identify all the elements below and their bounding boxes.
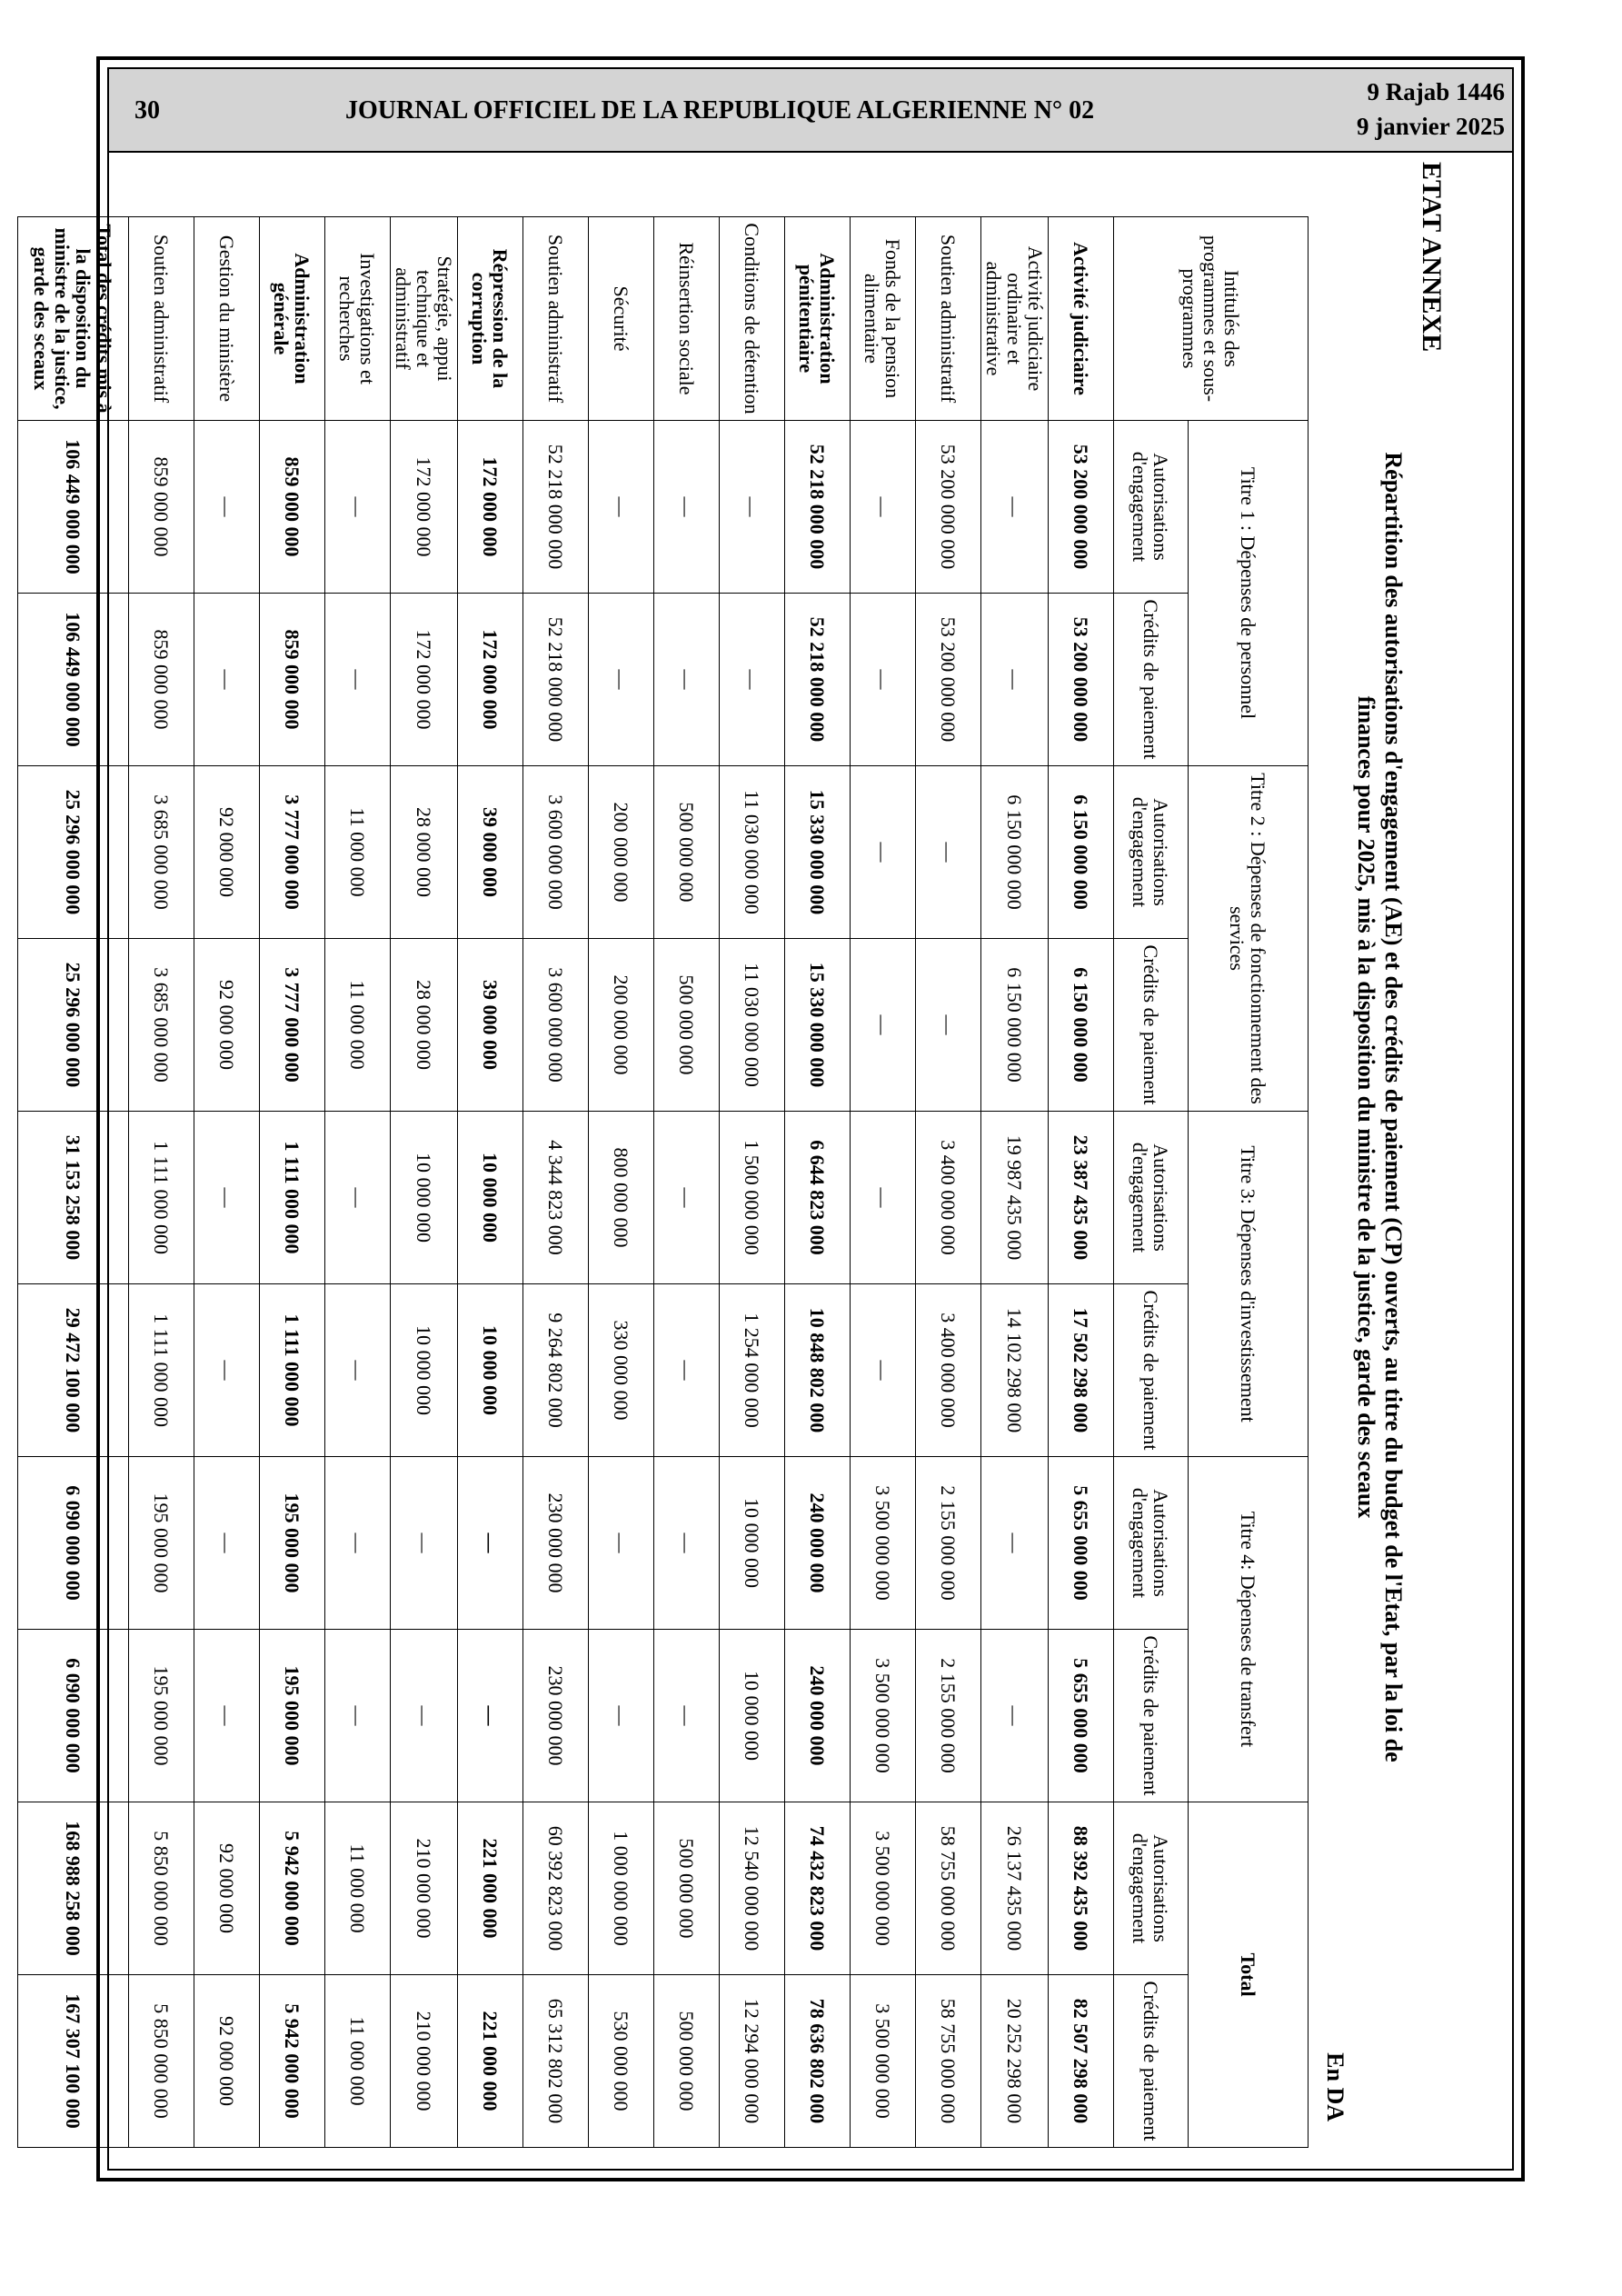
amount-cell: — (654, 1630, 720, 1802)
subheader-ae: Autorisations d'engagement (1114, 766, 1189, 939)
amount-cell: 11 000 000 (325, 939, 391, 1112)
amount-cell: 3 777 000 000 (260, 939, 325, 1112)
amount-cell: 240 000 000 (785, 1630, 851, 1802)
amount-cell: 10 000 000 (458, 1112, 523, 1284)
amount-cell: 52 218 000 000 (785, 594, 851, 766)
amount-cell: 60 392 823 000 (523, 1802, 589, 1975)
amount-cell: 28 000 000 (391, 939, 458, 1112)
amount-cell: 6 150 000 000 (981, 766, 1049, 939)
amount-cell: 530 000 000 (589, 1975, 654, 2148)
amount-cell: 172 000 000 (458, 594, 523, 766)
amount-cell: 5 942 000 000 (260, 1802, 325, 1975)
amount-cell: — (589, 594, 654, 766)
amount-cell: 25 296 000 000 (18, 939, 129, 1112)
amount-cell: 859 000 000 (260, 594, 325, 766)
amount-cell: 5 942 000 000 (260, 1975, 325, 2148)
amount-cell: 74 432 823 000 (785, 1802, 851, 1975)
row-label: Conditions de détention (720, 217, 785, 421)
amount-cell: 210 000 000 (391, 1802, 458, 1975)
subheader-cp: Crédits de paiement (1114, 594, 1189, 766)
amount-cell: 1 000 000 000 (589, 1802, 654, 1975)
table-row (1049, 217, 1114, 2148)
row-label: Activité judiciaire (1049, 217, 1114, 421)
table-row (785, 217, 851, 2148)
amount-cell: 172 000 000 (458, 421, 523, 594)
amount-cell: 200 000 000 (589, 939, 654, 1112)
amount-cell: 29 472 100 000 (18, 1284, 129, 1457)
row-label: Administration générale (260, 217, 325, 421)
amount-cell: — (916, 939, 981, 1112)
amount-cell: 3 500 000 000 (851, 1630, 916, 1802)
group-header-titre-1: Titre 1 : Dépenses de personnel (1189, 421, 1309, 766)
subheader-cp: Crédits de paiement (1114, 1284, 1189, 1457)
row-header-cell: Intitulés des programmes et sous-programmes (1114, 217, 1309, 421)
amount-cell: 3 500 000 000 (851, 1802, 916, 1975)
amount-cell: 10 000 000 (391, 1284, 458, 1457)
amount-cell: 859 000 000 (129, 421, 194, 594)
rotated-content (30, 162, 1474, 2176)
amount-cell: 172 000 000 (391, 594, 458, 766)
amount-cell: 39 000 000 (458, 939, 523, 1112)
page-frame-inner (30, 67, 1514, 2171)
amount-cell: — (194, 594, 260, 766)
amount-cell: 11 000 000 (325, 766, 391, 939)
amount-cell: 5 850 000 000 (129, 1975, 194, 2148)
amount-cell: 53 200 000 000 (1049, 421, 1114, 594)
table-header-subcolumns (1114, 217, 1189, 2148)
amount-cell: — (654, 594, 720, 766)
amount-cell: — (325, 1630, 391, 1802)
amount-cell: 195 000 000 (260, 1630, 325, 1802)
amount-cell: — (589, 1457, 654, 1630)
amount-cell: 11 030 000 000 (720, 766, 785, 939)
amount-cell: — (194, 421, 260, 594)
amount-cell: 221 000 000 (458, 1802, 523, 1975)
amount-cell: 11 000 000 (325, 1802, 391, 1975)
table-row (589, 217, 654, 2148)
table-row (654, 217, 720, 2148)
amount-cell: — (654, 1284, 720, 1457)
amount-cell: 859 000 000 (129, 594, 194, 766)
row-label: Administration pénitentiaire (785, 217, 851, 421)
amount-cell: 859 000 000 (260, 421, 325, 594)
amount-cell: 172 000 000 (391, 421, 458, 594)
amount-cell: — (981, 594, 1049, 766)
amount-cell: 106 449 000 000 (18, 421, 129, 594)
amount-cell: 23 387 435 000 (1049, 1112, 1114, 1284)
amount-cell: 10 000 000 (720, 1630, 785, 1802)
amount-cell: 52 218 000 000 (785, 421, 851, 594)
amount-cell: — (851, 1284, 916, 1457)
amount-cell: 1 500 000 000 (720, 1112, 785, 1284)
journal-header (109, 69, 1512, 153)
amount-cell: 92 000 000 (194, 1802, 260, 1975)
budget-table-body (18, 217, 1114, 2148)
amount-cell: 500 000 000 (654, 1802, 720, 1975)
amount-cell: 500 000 000 (654, 939, 720, 1112)
table-row (523, 217, 589, 2148)
row-label: Stratégie, appui technique et administratif (391, 217, 458, 421)
amount-cell: 330 000 000 (589, 1284, 654, 1457)
amount-cell: 5 850 000 000 (129, 1802, 194, 1975)
amount-cell: 6 150 000 000 (981, 939, 1049, 1112)
row-label: Investigations et recherches (325, 217, 391, 421)
amount-cell: 3 500 000 000 (851, 1975, 916, 2148)
amount-cell: — (916, 766, 981, 939)
amount-cell: — (851, 1112, 916, 1284)
amount-cell: 221 000 000 (458, 1975, 523, 2148)
amount-cell: 92 000 000 (194, 1975, 260, 2148)
journal-title: JOURNAL OFFICIEL DE LA REPUBLIQUE ALGERIENNE N° 02 (345, 96, 1095, 125)
amount-cell: — (194, 1112, 260, 1284)
table-row (194, 217, 260, 2148)
amount-cell: 240 000 000 (785, 1457, 851, 1630)
amount-cell: 200 000 000 (589, 766, 654, 939)
row-label: Soutien administratif (523, 217, 589, 421)
amount-cell: 31 153 258 000 (18, 1112, 129, 1284)
amount-cell: 10 000 000 (458, 1284, 523, 1457)
amount-cell: 10 848 802 000 (785, 1284, 851, 1457)
row-label: Activité judiciaire ordinaire et administrative (981, 217, 1049, 421)
amount-cell: 58 755 000 000 (916, 1802, 981, 1975)
row-label: Soutien administratif (129, 217, 194, 421)
amount-cell: 9 264 802 000 (523, 1284, 589, 1457)
annex-title: ETAT ANNEXE (1417, 162, 1447, 353)
amount-cell: 15 330 000 000 (785, 939, 851, 1112)
amount-cell: 39 000 000 (458, 766, 523, 939)
row-label: Répression de la corruption (458, 217, 523, 421)
row-label: Sécurité (589, 217, 654, 421)
amount-cell: 1 111 000 000 (129, 1284, 194, 1457)
subheader-cp: Crédits de paiement (1114, 1975, 1189, 2148)
amount-cell: — (654, 1112, 720, 1284)
amount-cell: 11 030 000 000 (720, 939, 785, 1112)
amount-cell: 6 090 000 000 (18, 1457, 129, 1630)
amount-cell: 5 655 000 000 (1049, 1457, 1114, 1630)
subheader-cp: Crédits de paiement (1114, 1630, 1189, 1802)
amount-cell: 6 150 000 000 (1049, 766, 1114, 939)
amount-cell: — (194, 1630, 260, 1802)
amount-cell: 10 000 000 (391, 1112, 458, 1284)
amount-cell: 82 507 298 000 (1049, 1975, 1114, 2148)
date-gregorian: 9 janvier 2025 (1357, 113, 1505, 140)
amount-cell: — (654, 421, 720, 594)
amount-cell: 78 636 802 000 (785, 1975, 851, 2148)
amount-cell: 17 502 298 000 (1049, 1284, 1114, 1457)
amount-cell: — (194, 1457, 260, 1630)
amount-cell: 195 000 000 (260, 1457, 325, 1630)
amount-cell: 5 655 000 000 (1049, 1630, 1114, 1802)
row-label: Fonds de la pension alimentaire (851, 217, 916, 421)
amount-cell: 3 400 000 000 (916, 1284, 981, 1457)
amount-cell: 12 540 000 000 (720, 1802, 785, 1975)
amount-cell: 3 500 000 000 (851, 1457, 916, 1630)
row-label: Total des crédits mis à la disposition du ministre de la justice, garde des sceaux (18, 217, 129, 421)
subheader-ae: Autorisations d'engagement (1114, 421, 1189, 594)
amount-cell: 1 111 000 000 (129, 1112, 194, 1284)
table-row (18, 217, 129, 2148)
group-header-titre-3: Titre 3: Dépenses d'investissement (1189, 1112, 1309, 1457)
amount-cell: 800 000 000 (589, 1112, 654, 1284)
amount-cell: — (458, 1457, 523, 1630)
amount-cell: 195 000 000 (129, 1457, 194, 1630)
table-row (260, 217, 325, 2148)
table-row (851, 217, 916, 2148)
amount-cell: 12 294 000 000 (720, 1975, 785, 2148)
amount-cell: 65 312 802 000 (523, 1975, 589, 2148)
group-header-total: Total (1189, 1802, 1309, 2148)
amount-cell: 88 392 435 000 (1049, 1802, 1114, 1975)
amount-cell: 4 344 823 000 (523, 1112, 589, 1284)
budget-table (17, 216, 1309, 2148)
amount-cell: 6 150 000 000 (1049, 939, 1114, 1112)
amount-cell: 106 449 000 000 (18, 594, 129, 766)
amount-cell: 92 000 000 (194, 939, 260, 1112)
amount-cell: — (325, 594, 391, 766)
amount-cell: 168 988 258 000 (18, 1802, 129, 1975)
amount-cell: 230 000 000 (523, 1630, 589, 1802)
amount-cell: 53 200 000 000 (1049, 594, 1114, 766)
amount-cell: — (589, 421, 654, 594)
amount-cell: 10 000 000 (720, 1457, 785, 1630)
amount-cell: — (391, 1457, 458, 1630)
amount-cell: 25 296 000 000 (18, 766, 129, 939)
amount-cell: — (720, 594, 785, 766)
table-row (981, 217, 1049, 2148)
amount-cell: 53 200 000 000 (916, 421, 981, 594)
amount-cell: — (654, 1457, 720, 1630)
amount-cell: 500 000 000 (654, 766, 720, 939)
amount-cell: 19 987 435 000 (981, 1112, 1049, 1284)
amount-cell: — (981, 421, 1049, 594)
amount-cell: — (851, 421, 916, 594)
amount-cell: 195 000 000 (129, 1630, 194, 1802)
amount-cell: 1 254 000 000 (720, 1284, 785, 1457)
amount-cell: 26 137 435 000 (981, 1802, 1049, 1975)
subheader-cp: Crédits de paiement (1114, 939, 1189, 1112)
currency-unit: En DA (1322, 2052, 1348, 2121)
amount-cell: 6 644 823 000 (785, 1112, 851, 1284)
amount-cell: — (720, 421, 785, 594)
amount-cell: 3 777 000 000 (260, 766, 325, 939)
amount-cell: 2 155 000 000 (916, 1457, 981, 1630)
amount-cell: 3 685 000 000 (129, 766, 194, 939)
amount-cell: 2 155 000 000 (916, 1630, 981, 1802)
annex-subtitle: Répartition des autorisations d'engagement (AE) et des crédits de paiement (CP) ouverts, au titre du budget de l'Etat, par la loi de finances pour 2025, mis à la disposition du ministre de la justice, garde des sceaux (1353, 452, 1407, 1762)
row-label: Gestion du ministère (194, 217, 260, 421)
amount-cell: — (391, 1630, 458, 1802)
row-label: Réinsertion sociale (654, 217, 720, 421)
amount-cell: — (325, 1284, 391, 1457)
amount-cell: 14 102 298 000 (981, 1284, 1049, 1457)
amount-cell: 11 000 000 (325, 1975, 391, 2148)
subheader-ae: Autorisations d'engagement (1114, 1802, 1189, 1975)
amount-cell: 20 252 298 000 (981, 1975, 1049, 2148)
amount-cell: 1 111 000 000 (260, 1284, 325, 1457)
table-row (391, 217, 458, 2148)
amount-cell: 167 307 100 000 (18, 1975, 129, 2148)
amount-cell: 6 090 000 000 (18, 1630, 129, 1802)
amount-cell: 230 000 000 (523, 1457, 589, 1630)
amount-cell: — (194, 1284, 260, 1457)
issue-date (1357, 75, 1505, 144)
table-row (916, 217, 981, 2148)
amount-cell: — (851, 939, 916, 1112)
amount-cell: — (325, 421, 391, 594)
landscape-area (30, 162, 1474, 2176)
page-frame (30, 56, 1525, 2181)
amount-cell: — (589, 1630, 654, 1802)
amount-cell: 3 685 000 000 (129, 939, 194, 1112)
table-row (325, 217, 391, 2148)
table-row (129, 217, 194, 2148)
amount-cell: 28 000 000 (391, 766, 458, 939)
amount-cell: 1 111 000 000 (260, 1112, 325, 1284)
amount-cell: — (851, 766, 916, 939)
amount-cell: 3 600 000 000 (523, 939, 589, 1112)
table-row (720, 217, 785, 2148)
date-hijri: 9 Rajab 1446 (1367, 78, 1505, 105)
amount-cell: — (981, 1630, 1049, 1802)
amount-cell: 3 600 000 000 (523, 766, 589, 939)
amount-cell: 210 000 000 (391, 1975, 458, 2148)
table-row (458, 217, 523, 2148)
amount-cell: 58 755 000 000 (916, 1975, 981, 2148)
amount-cell: — (981, 1457, 1049, 1630)
amount-cell: — (458, 1630, 523, 1802)
amount-cell: — (325, 1457, 391, 1630)
amount-cell: 15 330 000 000 (785, 766, 851, 939)
table-header-groups (1189, 217, 1309, 2148)
subheader-ae: Autorisations d'engagement (1114, 1457, 1189, 1630)
amount-cell: 52 218 000 000 (523, 421, 589, 594)
amount-cell: — (851, 594, 916, 766)
amount-cell: 52 218 000 000 (523, 594, 589, 766)
amount-cell: 92 000 000 (194, 766, 260, 939)
subheader-ae: Autorisations d'engagement (1114, 1112, 1189, 1284)
group-header-titre-4: Titre 4: Dépenses de transfert (1189, 1457, 1309, 1802)
page-number: 30 (134, 96, 160, 125)
amount-cell: — (325, 1112, 391, 1284)
row-label: Soutien administratif (916, 217, 981, 421)
group-header-titre-2: Titre 2 : Dépenses de fonctionnement des services (1189, 766, 1309, 1112)
amount-cell: 3 400 000 000 (916, 1112, 981, 1284)
amount-cell: 500 000 000 (654, 1975, 720, 2148)
amount-cell: 53 200 000 000 (916, 594, 981, 766)
